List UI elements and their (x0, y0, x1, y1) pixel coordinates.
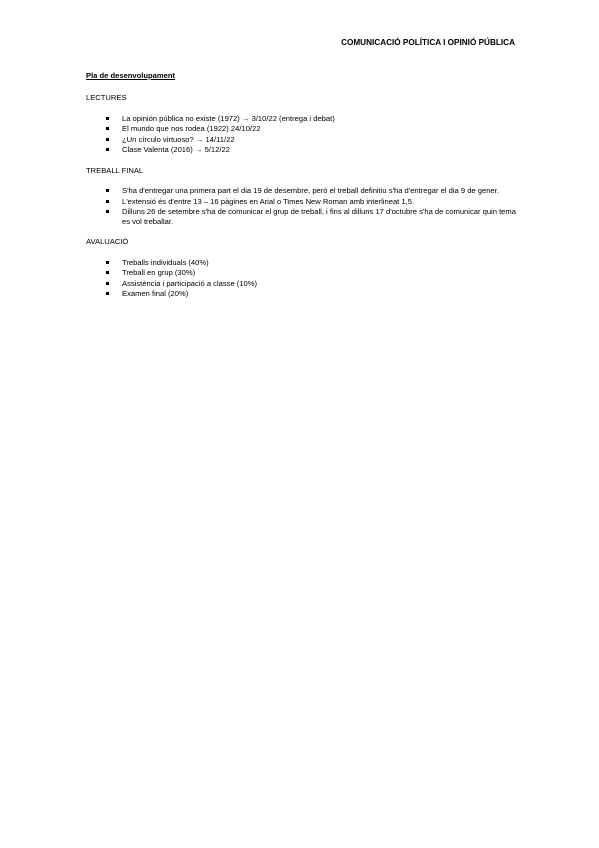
list-item (86, 207, 516, 226)
treball-final-list (86, 186, 516, 226)
document-header-title: COMUNICACIÓ POLÍTICA I OPINIÓ PÚBLICA (341, 38, 515, 47)
list-item (86, 268, 516, 277)
list-item (86, 197, 516, 206)
list-item (86, 114, 516, 123)
bullet-square-icon (106, 210, 109, 213)
bullet-square-icon (106, 127, 109, 130)
list-item-text: Dilluns 26 de setembre s'ha de comunicar el grup de treball, i fins al dilluns 17 d'octubre s'ha de comunicar quin tema es vol treballar. (122, 207, 516, 226)
list-item (86, 289, 516, 298)
list-item-text: El mundo que nos rodea (1922) 24/10/22 (122, 124, 261, 134)
bullet-square-icon (106, 282, 109, 285)
bullet-square-icon (106, 271, 109, 274)
avaluacio-list (86, 258, 516, 299)
list-item-text: ¿Un círculo virtuoso? → 14/11/22 (122, 134, 235, 144)
list-item (86, 124, 516, 133)
list-item-text: Assistència i participació a classe (10%) (122, 278, 258, 288)
list-item (86, 258, 516, 267)
plan-title: Pla de desenvolupament (86, 71, 176, 80)
bullet-square-icon (106, 148, 109, 151)
list-item-text: La opinión pública no existe (1972) → 3/10/22 (entrega i debat) (122, 113, 335, 123)
document-body (86, 71, 516, 310)
section-title-lectures: LECTURES (86, 93, 127, 103)
list-item (86, 135, 516, 144)
list-item-text: Treballs individuals (40%) (122, 257, 209, 267)
list-item-text: Clase Valenta (2016) → 5/12/22 (122, 145, 230, 155)
list-item (86, 186, 516, 195)
bullet-square-icon (106, 117, 109, 120)
list-item-text: S'ha d'entregar una primera part el dia 19 de desembre, però el treball definitiu s'ha d'entregar el dia 9 de gener. (122, 186, 499, 196)
section-title-avaluacio: AVALUACIÓ (86, 237, 129, 247)
list-item-text: Examen final (20%) (122, 289, 189, 299)
bullet-square-icon (106, 261, 109, 264)
bullet-square-icon (106, 189, 109, 192)
list-item-text: Treball en grup (30%) (122, 268, 196, 278)
section-title-treball-final: TREBALL FINAL (86, 165, 144, 175)
bullet-square-icon (106, 200, 109, 203)
list-item (86, 145, 516, 154)
list-item-text: L'extensió és d'entre 13 – 16 pàgines en Arial o Times New Roman amb interlineat 1,5. (122, 196, 415, 206)
lectures-list (86, 114, 516, 155)
bullet-square-icon (106, 292, 109, 295)
list-item (86, 279, 516, 288)
bullet-square-icon (106, 138, 109, 141)
